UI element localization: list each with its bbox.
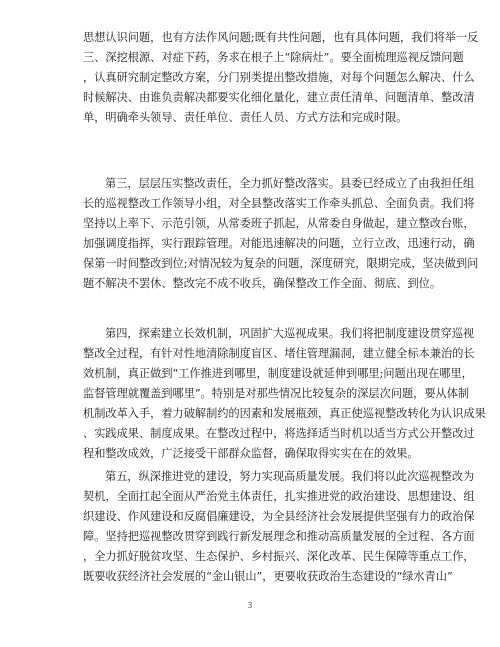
text-line: 单，明确牵头领导、责任单位、责任人员、方式方法和完成时限。 — [83, 111, 408, 124]
paragraph-1 — [83, 28, 479, 128]
text-line: 第五，纵深推进党的建设，努力实现高质量发展。我们将以此次巡视整改为 — [105, 470, 475, 483]
text-line: 程和整改成效，广泛接受干部群众监督，确保取得实实在在的效果。 — [83, 447, 419, 460]
text-line: 题不解决不罢休、整改完不成不收兵，确保整改工作全面、彻底、到位。 — [83, 277, 442, 290]
text-line: 保第一时间整改到位;对情况较为复杂的问题，深度研究，限期完成，坚决做到问 — [83, 257, 479, 270]
paragraph-2 — [83, 174, 479, 294]
text-line: 整改全过程，有针对性地清除制度盲区、堵住管理漏洞，建立健全标本兼治的长 — [83, 347, 475, 360]
text-line: 机制改革入手，着力破解制约的因素和发展瓶颈，真正使巡视整改转化为认识成果 — [83, 407, 486, 420]
text-line: 监督管理就覆盖到哪里”。特别是对那些情况比较复杂的深层次问题，要从体制 — [83, 387, 470, 400]
text-line: 第四，探索建立长效机制，巩固扩大巡视成果。我们将把制度建设贯穿巡视 — [105, 327, 475, 340]
text-line: 思想认识问题，也有方法作风问题;既有共性问题，也有具体问题，我们将举一反 — [83, 31, 479, 44]
text-line: 三、深挖根源、对症下药，务求在根子上“除病灶”。要全面梳理巡视反馈问题 — [83, 51, 464, 64]
page-number: 3 — [247, 601, 253, 610]
text-line: 加强调度指挥，实行跟踪管理。对能迅速解决的问题，立行立改，迅速行动，确 — [83, 237, 475, 250]
text-line: ，全力抓好脱贫攻坚、生态保护、乡村振兴、深化改革、民生保障等重点工作， — [83, 550, 475, 563]
paragraph-4 — [83, 467, 475, 587]
paragraph-3 — [83, 324, 486, 464]
text-line: 长的巡视整改工作领导小组，对全县整改落实工作牵头抓总、全面负责。我们将 — [83, 197, 475, 210]
text-line: 时候解决、由谁负责解决都要实化细化量化，建立责任清单、问题清单、整改清 — [83, 91, 475, 104]
text-line: 织建设、作风建设和反腐倡廉建设，为全县经济社会发展提供坚强有力的政治保 — [83, 510, 475, 523]
text-line: 、实践成果、制度成果。在整改过程中，将选择适当时机以适当方式公开整改过 — [83, 427, 475, 440]
text-line: ，认真研究制定整改方案，分门别类提出整改措施，对每个问题怎么解决、什么 — [83, 71, 475, 84]
text-line: 障。坚持把巡视整改贯穿到践行新发展理念和推动高质量发展的全过程、各方面 — [83, 530, 475, 543]
text-line: 既要收获经济社会发展的“金山银山”，更要收获政治生态建设的“绿水青山” — [83, 570, 453, 583]
text-line: 坚持以上率下、示范引领，从常委班子抓起，从常委自身做起，建立整改台账， — [83, 217, 475, 230]
text-line: 第三，层层压实整改责任，全力抓好整改落实。县委已经成立了由我担任组 — [105, 177, 475, 190]
text-line: 契机，全面扛起全面从严治党主体责任，扎实推进党的政治建设、思想建设、组 — [83, 490, 475, 503]
text-line: 效机制，真正做到“工作推进到哪里，制度建设就延伸到哪里;问题出现在哪里， — [83, 367, 473, 380]
